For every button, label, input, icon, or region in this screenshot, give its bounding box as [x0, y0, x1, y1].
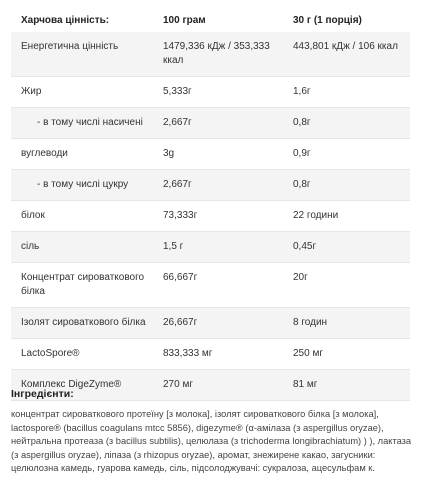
value-per-100g: 3g [163, 148, 175, 159]
value-per-serving: 0,9г [293, 148, 311, 159]
value-per-100g-cell [163, 339, 293, 370]
value-per-100g: 66,667г [163, 272, 198, 283]
value-per-100g-cell [163, 201, 293, 232]
nutrition-header-row [11, 10, 410, 32]
value-per-100g: 73,333г [163, 210, 198, 221]
nutrient-name: Енергетична цінність [21, 41, 119, 52]
value-per-serving: 443,801 кДж / 106 ккал [293, 41, 398, 52]
ingredients-title: Інгредієнти: [11, 388, 74, 400]
value-per-serving-cell [293, 201, 410, 232]
nutrient-name-cell [11, 308, 163, 339]
nutrient-name: вуглеводи [21, 148, 68, 159]
value-per-serving-cell [293, 32, 410, 77]
value-per-serving-cell [293, 308, 410, 339]
value-per-100g: 26,667г [163, 317, 198, 328]
value-per-serving: 81 мг [293, 379, 318, 390]
nutrient-name: LactoSpore® [21, 348, 80, 359]
nutrient-name: - в тому числі цукру [37, 179, 129, 190]
value-per-100g: 5,333г [163, 86, 192, 97]
value-per-serving: 8 годин [293, 317, 328, 328]
value-per-100g: 2,667г [163, 117, 192, 128]
value-per-100g-cell [163, 170, 293, 201]
value-per-100g: 833,333 мг [163, 348, 213, 359]
value-per-serving-cell [293, 77, 410, 108]
nutrient-name: Концентрат сироваткового білка [21, 272, 145, 297]
nutrition-body [11, 32, 410, 401]
nutrition-row [11, 108, 410, 139]
nutrient-name-cell [11, 232, 163, 263]
nutrition-row [11, 170, 410, 201]
value-per-100g-cell [163, 32, 293, 77]
nutrient-name-cell [11, 77, 163, 108]
nutrition-row [11, 139, 410, 170]
value-per-100g: 1,5 г [163, 241, 184, 252]
nutrient-name: Ізолят сироваткового білка [21, 317, 146, 328]
nutrient-name: сіль [21, 241, 40, 252]
value-per-serving: 0,45г [293, 241, 317, 252]
nutrition-row [11, 201, 410, 232]
nutrition-row [11, 32, 410, 77]
value-per-100g: 2,667г [163, 179, 192, 190]
header-nutrition-value: Харчова цінність: [21, 15, 110, 26]
value-per-serving-cell [293, 263, 410, 308]
value-per-serving: 250 мг [293, 348, 323, 359]
value-per-100g-cell [163, 139, 293, 170]
value-per-serving-cell [293, 108, 410, 139]
value-per-100g: 1479,336 кДж / 353,333 ккал [163, 41, 270, 66]
nutrient-name-cell [11, 108, 163, 139]
value-per-100g-cell [163, 232, 293, 263]
value-per-100g-cell [163, 263, 293, 308]
header-per-100g: 100 грам [163, 15, 206, 26]
nutrient-name: Комплекс DigeZyme® [21, 379, 122, 390]
value-per-serving: 0,8г [293, 179, 311, 190]
value-per-serving: 22 години [293, 210, 339, 221]
value-per-100g-cell [163, 308, 293, 339]
ingredients-section [11, 388, 419, 476]
nutrient-name-cell [11, 201, 163, 232]
nutrient-name: - в тому числі насичені [37, 117, 143, 128]
value-per-serving: 0,8г [293, 117, 311, 128]
nutrient-name-cell [11, 339, 163, 370]
nutrient-name: білок [21, 210, 45, 221]
value-per-serving-cell [293, 170, 410, 201]
nutrition-row [11, 77, 410, 108]
nutrient-name: Жир [21, 86, 42, 97]
value-per-serving: 20г [293, 272, 308, 283]
nutrition-row [11, 308, 410, 339]
value-per-serving: 1,6г [293, 86, 311, 97]
nutrient-name-cell [11, 32, 163, 77]
header-per-serving: 30 г (1 порція) [293, 15, 362, 26]
ingredients-text: концентрат сироваткового протеїну [з молока], ізолят сироваткового білка [з молока], lactospore® (bacillus coagulans mtcc 5856), digezyme® (α-амілаза (з aspergillus oryzae), нейтральна протеаза (з bacillus subtilis), целюлаза (з trichoderma longibrachiatum) ) ), лактаза (з aspergillus oryzae), ліпаза (з rhizopus oryzae), аромат, знежирене какао, загусники: целюлозна камедь, гуарова камедь, сіль, підсолоджувачі: сукралоза, ацесульфам к. [11, 409, 412, 473]
value-per-serving-cell [293, 232, 410, 263]
value-per-serving-cell [293, 339, 410, 370]
value-per-100g: 270 мг [163, 379, 193, 390]
value-per-100g-cell [163, 108, 293, 139]
nutrient-name-cell [11, 263, 163, 308]
nutrient-name-cell [11, 139, 163, 170]
nutrition-row [11, 263, 410, 308]
value-per-100g-cell [163, 77, 293, 108]
nutrition-table [11, 10, 410, 401]
nutrient-name-cell [11, 170, 163, 201]
nutrition-row [11, 339, 410, 370]
nutrition-row [11, 232, 410, 263]
value-per-serving-cell [293, 139, 410, 170]
